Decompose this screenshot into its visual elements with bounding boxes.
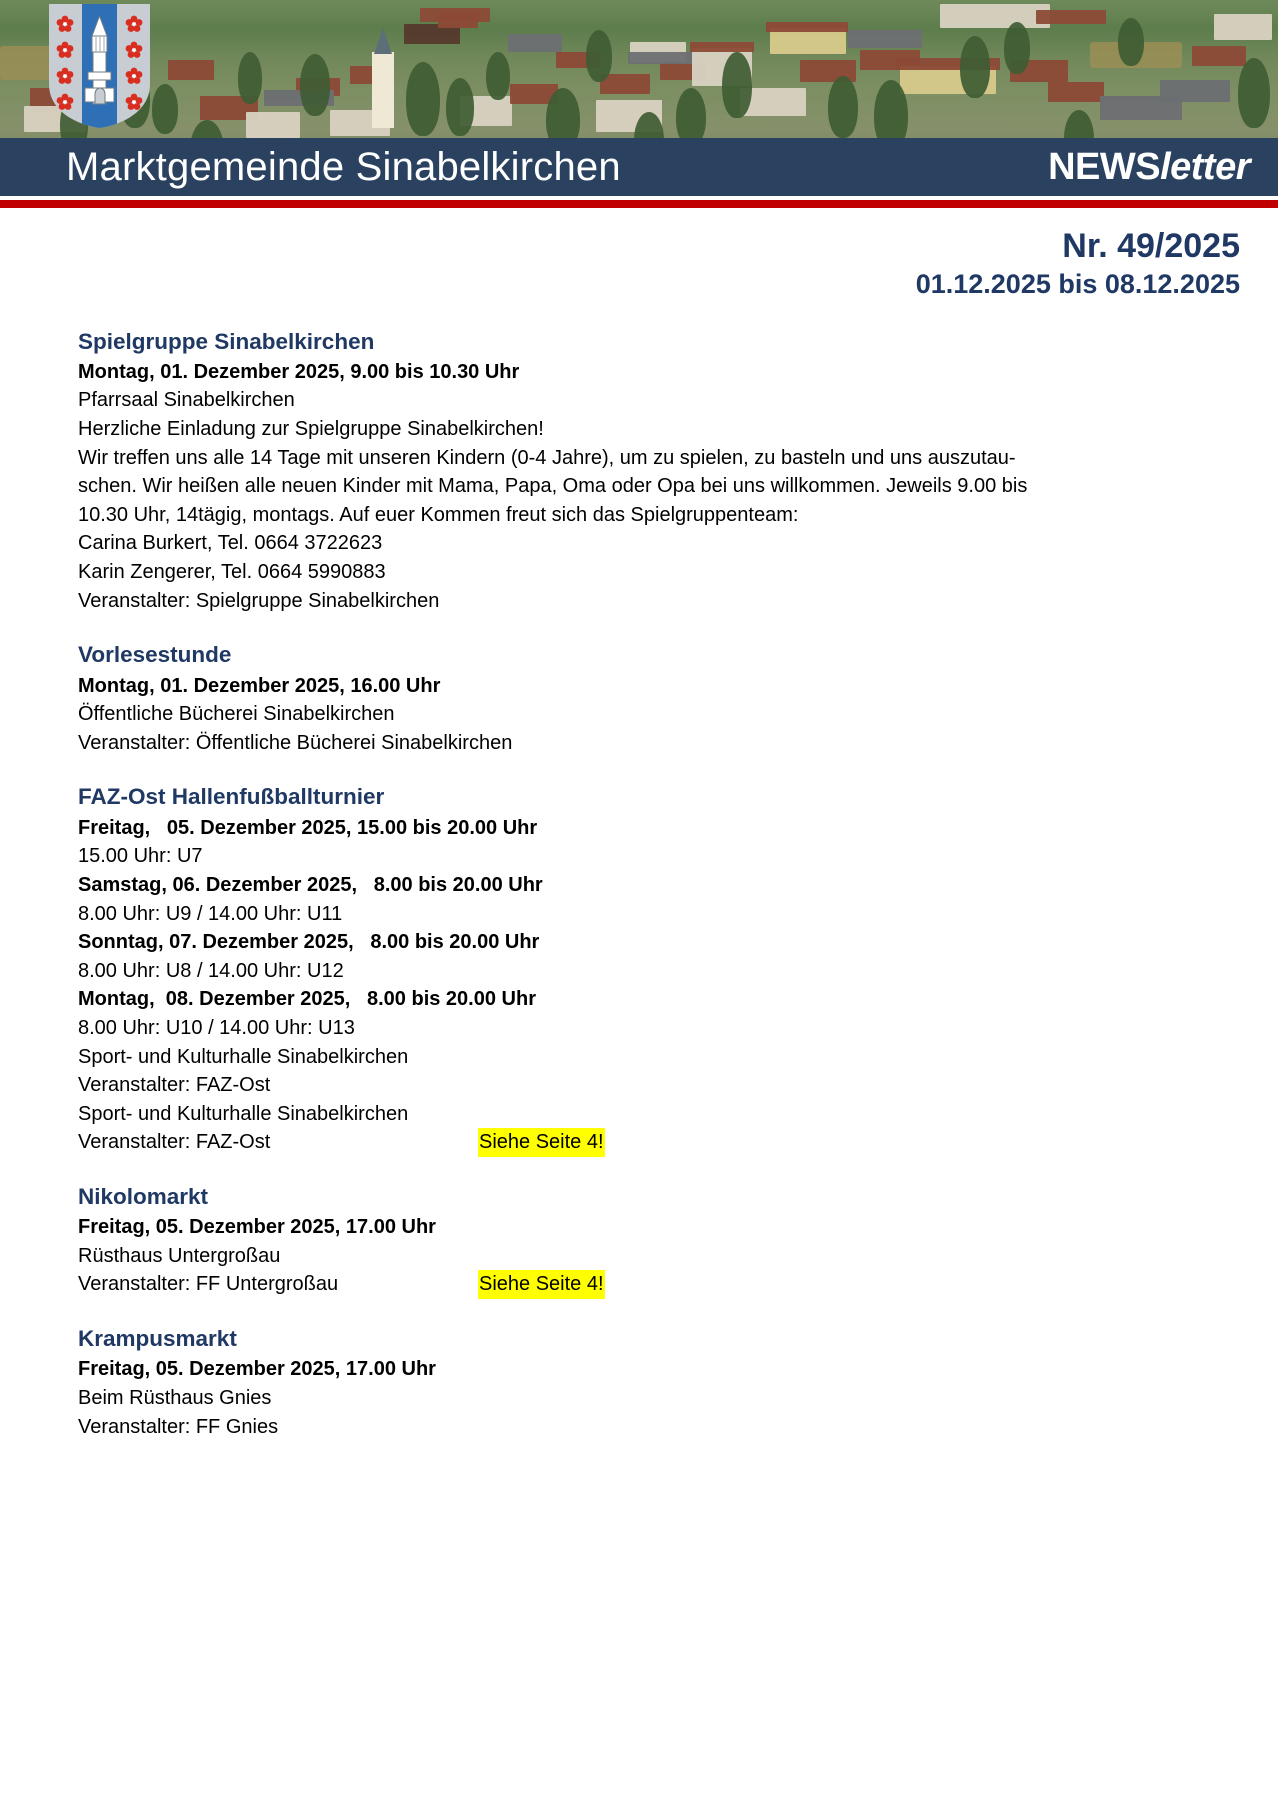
title-bar	[0, 138, 1278, 196]
event-line: Pfarrsaal Sinabelkirchen	[78, 389, 295, 412]
event-line: 8.00 Uhr: U9 / 14.00 Uhr: U11	[78, 902, 343, 925]
event-line: Veranstalter: FF Untergroßau	[78, 1273, 339, 1296]
event-line: Karin Zengerer, Tel. 0664 5990883	[78, 561, 386, 584]
event-line: Montag, 08. Dezember 2025, 8.00 bis 20.00 Uhr	[78, 988, 536, 1011]
banner-red-rule	[0, 200, 1278, 208]
event-line: Wir treffen uns alle 14 Tage mit unseren Kindern (0-4 Jahre), um zu spielen, zu basteln und uns auszutau-	[78, 446, 1016, 469]
event-line: Öffentliche Bücherei Sinabelkirchen	[78, 703, 395, 726]
event-line: Sport- und Kulturhalle Sinabelkirchen	[78, 1045, 409, 1068]
event-entry	[78, 1324, 1232, 1441]
event-line: Veranstalter: FF Gnies	[78, 1415, 279, 1438]
event-title: Spielgruppe Sinabelkirchen	[78, 328, 375, 354]
event-line: Freitag, 05. Dezember 2025, 17.00 Uhr	[78, 1216, 436, 1239]
newsletter-logo-news: NEWS	[1048, 146, 1161, 188]
event-title: Nikolomarkt	[78, 1183, 209, 1209]
event-line: Herzliche Einladung zur Spielgruppe Sinabelkirchen!	[78, 418, 544, 441]
event-entry	[78, 327, 1232, 616]
church-building	[372, 52, 394, 128]
event-line: Montag, 01. Dezember 2025, 9.00 bis 10.30 Uhr	[78, 360, 520, 383]
issue-info	[0, 208, 1278, 301]
event-line: Samstag, 06. Dezember 2025, 8.00 bis 20.00 Uhr	[78, 873, 543, 896]
event-entry	[78, 1182, 1232, 1299]
event-line: Veranstalter: FAZ-Ost	[78, 1074, 271, 1097]
event-line: schen. Wir heißen alle neuen Kinder mit Mama, Papa, Oma oder Opa bei uns willkommen. Jeweils 9.00 bis	[78, 475, 1028, 498]
newsletter-logo	[1048, 148, 1250, 186]
event-entry	[78, 782, 1232, 1157]
newsletter-logo-letter: letter	[1160, 146, 1250, 188]
event-line: Veranstalter: Spielgruppe Sinabelkirchen	[78, 589, 440, 612]
event-line-with-note	[78, 1128, 1232, 1157]
issue-number: Nr. 49/2025	[1062, 227, 1240, 265]
see-page-note: Siehe Seite 4!	[478, 1128, 605, 1157]
event-line: Freitag, 05. Dezember 2025, 17.00 Uhr	[78, 1358, 436, 1381]
event-line: Beim Rüsthaus Gnies	[78, 1387, 272, 1409]
event-line: Montag, 01. Dezember 2025, 16.00 Uhr	[78, 674, 441, 697]
event-line: Sport- und Kulturhalle Sinabelkirchen	[78, 1102, 409, 1125]
coat-of-arms-icon	[47, 2, 152, 130]
event-line: Sonntag, 07. Dezember 2025, 8.00 bis 20.00 Uhr	[78, 931, 540, 954]
site-title: Marktgemeinde Sinabelkirchen	[66, 145, 621, 189]
event-title: Krampusmarkt	[78, 1326, 237, 1352]
event-line: Veranstalter: FAZ-Ost	[78, 1131, 271, 1154]
event-title: Vorlesestunde	[78, 642, 232, 668]
event-line: Carina Burkert, Tel. 0664 3722623	[78, 532, 383, 555]
event-line: Veranstalter: Öffentliche Bücherei Sinabelkirchen	[78, 731, 513, 754]
event-line: 15.00 Uhr: U7	[78, 845, 203, 868]
church-spire-icon	[374, 28, 392, 54]
page-banner	[0, 0, 1278, 208]
event-line: Freitag, 05. Dezember 2025, 15.00 bis 20.00 Uhr	[78, 816, 538, 839]
issue-date-range: 01.12.2025 bis 08.12.2025	[915, 269, 1240, 300]
event-line: 10.30 Uhr, 14tägig, montags. Auf euer Kommen freut sich das Spielgruppenteam:	[78, 503, 799, 526]
event-line: 8.00 Uhr: U10 / 14.00 Uhr: U13	[78, 1016, 355, 1039]
events-list	[0, 301, 1278, 1442]
event-line: Rüsthaus Untergroßau	[78, 1244, 281, 1267]
event-title: FAZ-Ost Hallenfußballturnier	[78, 784, 385, 810]
event-entry	[78, 640, 1232, 757]
event-line: 8.00 Uhr: U8 / 14.00 Uhr: U12	[78, 959, 344, 982]
see-page-note: Siehe Seite 4!	[478, 1270, 605, 1299]
event-line-with-note	[78, 1270, 1232, 1299]
